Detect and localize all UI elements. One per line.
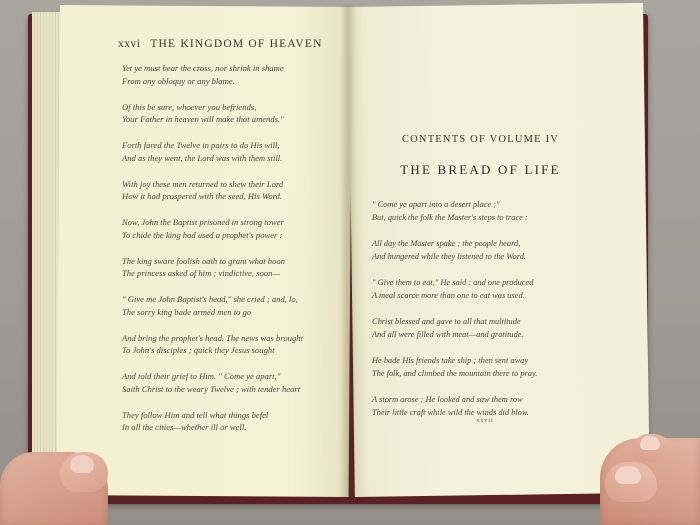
stanza: [372, 316, 632, 341]
right-poem: [372, 199, 632, 433]
stanza: [372, 355, 632, 380]
verse-line: And told their grief to Him. " Come ye apart,": [122, 371, 281, 381]
verse-line: " Give me John Baptist's head," she cried ; and, lo,: [122, 294, 298, 304]
verse-line: Saith Christ to the weary Twelve ; with tender heart: [122, 383, 301, 394]
verse-line: Your Father in heaven will make that amends.": [122, 114, 284, 124]
left-thumbnail: [70, 455, 94, 473]
verse-line: The king sware foolish oath to grant what boon: [122, 255, 285, 266]
verse-line: Forth fared the Twelve in pairs to do His will,: [122, 140, 280, 150]
stanza: [122, 409, 347, 434]
verse-line: All day the Master spake ; the people heard,: [372, 239, 521, 248]
verse-line: Their little craft while wild the winds did blow.: [372, 407, 529, 417]
contents-title: CONTENTS OF VOLUME IV: [401, 134, 560, 145]
verse-line: " Give them to eat," He said : and one produced: [372, 278, 534, 287]
stanza: [122, 293, 347, 318]
stanza: [372, 394, 632, 419]
running-head: [118, 38, 338, 50]
right-page-number: xxvii: [476, 418, 494, 424]
stanza: [372, 238, 632, 263]
stanza: [122, 178, 347, 203]
verse-line: Of this be sure, whoever you befriends,: [122, 101, 257, 112]
verse-line: And bring the prophet's head. The news was brought: [122, 332, 303, 343]
verse-line: From any obloquy or any blame.: [122, 75, 235, 86]
stanza: [122, 332, 347, 357]
right-thumbnail: [615, 466, 641, 484]
verse-line: To chide the king had used a prophet's power :: [122, 229, 283, 240]
verse-line: Now, John the Baptist prisoned in strong tower: [122, 217, 284, 227]
verse-line: But, quick the folk the Master's steps to trace :: [372, 212, 528, 222]
stanza: [372, 199, 632, 224]
verse-line: The princess asked of him ; vindictive, soon—: [122, 268, 281, 278]
verse-line: With joy these men returned to shew their Lord: [122, 178, 284, 189]
verse-line: Christ blessed and gave to all that multitude: [372, 317, 521, 326]
verse-line: And hungered while they listened to the Word.: [372, 251, 526, 261]
verse-line: To John's disciples ; quick they Jesus sought: [122, 345, 275, 355]
stanza: [122, 101, 347, 126]
left-poem: [122, 62, 347, 447]
stanza: [122, 370, 347, 395]
stanza: [122, 62, 347, 87]
stanza: [122, 139, 347, 164]
verse-line: The sorry king bade arméd men to go: [122, 306, 252, 317]
right-fingernail: [640, 436, 660, 450]
running-head-title: THE KINGDOM OF HEAVEN: [150, 38, 323, 50]
stanza: [122, 216, 347, 241]
stanza: [372, 277, 632, 302]
verse-line: They follow Him and tell what things befel: [122, 409, 269, 420]
verse-line: A storm arose ; He looked and saw them row: [372, 395, 523, 404]
verse-line: He bade His friends take ship ; then sent away: [372, 356, 529, 365]
verse-line: A meal scarce more than one to eat was used.: [372, 290, 525, 300]
verse-line: The folk, and climbed the mountain there to pray.: [372, 368, 538, 378]
verse-line: And as they went, the Lord was with them still.: [122, 152, 283, 163]
verse-line: " Come ye apart into a desert place ;": [372, 200, 500, 209]
verse-line: And all were filled with meat—and gratitude.: [372, 329, 524, 339]
verse-line: How it had prospered with the seed, His Word.: [122, 191, 283, 201]
stanza: [122, 255, 347, 280]
left-page-number: xxvi: [118, 38, 141, 50]
verse-line: Yet ye must bear the cross, nor shrink in shame: [122, 63, 284, 73]
section-title: THE BREAD OF LIFE: [400, 162, 561, 177]
verse-line: In all the cities—whether ill or well.: [122, 422, 247, 432]
